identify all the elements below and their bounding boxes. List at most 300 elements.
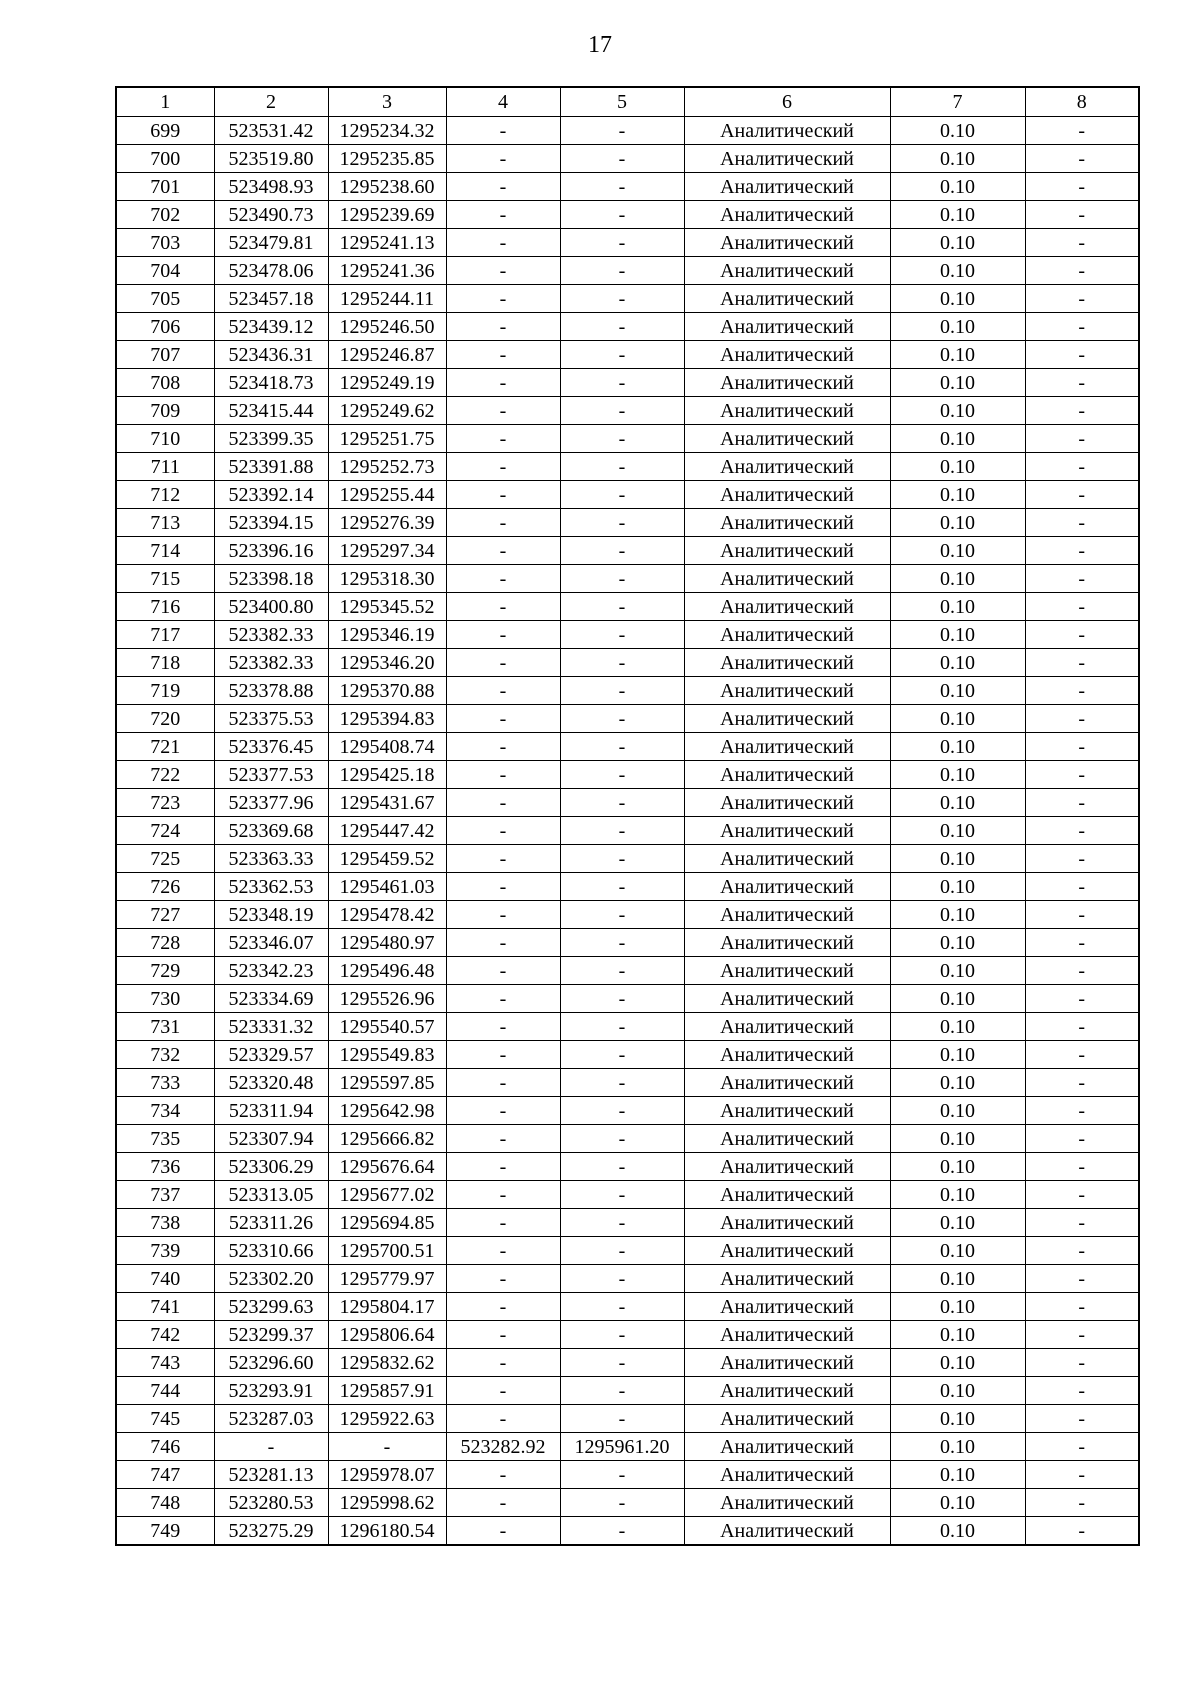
coord-y2-cell: - bbox=[560, 789, 684, 817]
coord-y-cell: 1295246.87 bbox=[328, 341, 446, 369]
point-number-cell: 714 bbox=[116, 537, 214, 565]
note-cell: - bbox=[1025, 929, 1139, 957]
coord-y-cell: 1295700.51 bbox=[328, 1237, 446, 1265]
method-cell: Аналитический bbox=[684, 1069, 890, 1097]
coord-x-cell: 523296.60 bbox=[214, 1349, 328, 1377]
coord-x2-cell: - bbox=[446, 1517, 560, 1546]
point-number-cell: 702 bbox=[116, 201, 214, 229]
coord-y-cell: 1295677.02 bbox=[328, 1181, 446, 1209]
coord-y-cell: 1295549.83 bbox=[328, 1041, 446, 1069]
coord-x-cell: 523394.15 bbox=[214, 509, 328, 537]
coord-y-cell: 1295447.42 bbox=[328, 817, 446, 845]
point-number-cell: 701 bbox=[116, 173, 214, 201]
coordinates-table bbox=[115, 86, 1140, 1546]
point-number-cell: 734 bbox=[116, 1097, 214, 1125]
coord-x-cell: 523348.19 bbox=[214, 901, 328, 929]
coord-y2-cell: - bbox=[560, 369, 684, 397]
table-row bbox=[116, 1181, 1139, 1209]
coord-x2-cell: - bbox=[446, 1069, 560, 1097]
method-cell: Аналитический bbox=[684, 705, 890, 733]
coord-x2-cell: - bbox=[446, 1405, 560, 1433]
accuracy-cell: 0.10 bbox=[890, 1237, 1025, 1265]
table-row bbox=[116, 1153, 1139, 1181]
coord-y2-cell: - bbox=[560, 1517, 684, 1546]
point-number-cell: 742 bbox=[116, 1321, 214, 1349]
coord-y2-cell: - bbox=[560, 1461, 684, 1489]
coord-x2-cell: - bbox=[446, 481, 560, 509]
note-cell: - bbox=[1025, 1489, 1139, 1517]
point-number-cell: 724 bbox=[116, 817, 214, 845]
table-row bbox=[116, 229, 1139, 257]
method-cell: Аналитический bbox=[684, 1041, 890, 1069]
accuracy-cell: 0.10 bbox=[890, 313, 1025, 341]
coord-y2-cell: - bbox=[560, 649, 684, 677]
note-cell: - bbox=[1025, 565, 1139, 593]
coord-x2-cell: - bbox=[446, 537, 560, 565]
point-number-cell: 728 bbox=[116, 929, 214, 957]
accuracy-cell: 0.10 bbox=[890, 117, 1025, 145]
point-number-cell: 748 bbox=[116, 1489, 214, 1517]
accuracy-cell: 0.10 bbox=[890, 509, 1025, 537]
table-row bbox=[116, 901, 1139, 929]
point-number-cell: 727 bbox=[116, 901, 214, 929]
coord-x-cell: 523302.20 bbox=[214, 1265, 328, 1293]
coord-y-cell: 1295241.13 bbox=[328, 229, 446, 257]
coord-x2-cell: - bbox=[446, 621, 560, 649]
point-number-cell: 725 bbox=[116, 845, 214, 873]
table-row bbox=[116, 1377, 1139, 1405]
note-cell: - bbox=[1025, 257, 1139, 285]
coord-x2-cell: - bbox=[446, 425, 560, 453]
method-cell: Аналитический bbox=[684, 397, 890, 425]
coord-y2-cell: - bbox=[560, 873, 684, 901]
coord-y-cell: 1295694.85 bbox=[328, 1209, 446, 1237]
coord-x2-cell: - bbox=[446, 677, 560, 705]
table-row bbox=[116, 285, 1139, 313]
coord-y-cell: 1295408.74 bbox=[328, 733, 446, 761]
coord-x-cell: 523320.48 bbox=[214, 1069, 328, 1097]
table-row bbox=[116, 1097, 1139, 1125]
point-number-cell: 712 bbox=[116, 481, 214, 509]
method-cell: Аналитический bbox=[684, 257, 890, 285]
coord-y-cell: 1295540.57 bbox=[328, 1013, 446, 1041]
accuracy-cell: 0.10 bbox=[890, 1069, 1025, 1097]
accuracy-cell: 0.10 bbox=[890, 705, 1025, 733]
point-number-cell: 713 bbox=[116, 509, 214, 537]
column-header: 2 bbox=[214, 87, 328, 117]
note-cell: - bbox=[1025, 733, 1139, 761]
coord-x-cell: 523311.94 bbox=[214, 1097, 328, 1125]
coord-x-cell: 523377.53 bbox=[214, 761, 328, 789]
coord-x2-cell: - bbox=[446, 1321, 560, 1349]
coord-y2-cell: - bbox=[560, 425, 684, 453]
coord-x-cell: 523307.94 bbox=[214, 1125, 328, 1153]
accuracy-cell: 0.10 bbox=[890, 481, 1025, 509]
note-cell: - bbox=[1025, 1405, 1139, 1433]
coord-y-cell: 1295246.50 bbox=[328, 313, 446, 341]
method-cell: Аналитический bbox=[684, 453, 890, 481]
method-cell: Аналитический bbox=[684, 1013, 890, 1041]
accuracy-cell: 0.10 bbox=[890, 593, 1025, 621]
table-row bbox=[116, 257, 1139, 285]
coord-x-cell: 523457.18 bbox=[214, 285, 328, 313]
point-number-cell: 706 bbox=[116, 313, 214, 341]
coord-x2-cell: - bbox=[446, 845, 560, 873]
point-number-cell: 743 bbox=[116, 1349, 214, 1377]
coord-x2-cell: - bbox=[446, 1041, 560, 1069]
accuracy-cell: 0.10 bbox=[890, 1433, 1025, 1461]
point-number-cell: 738 bbox=[116, 1209, 214, 1237]
column-header: 6 bbox=[684, 87, 890, 117]
coord-x2-cell: - bbox=[446, 201, 560, 229]
note-cell: - bbox=[1025, 1181, 1139, 1209]
table-row bbox=[116, 985, 1139, 1013]
coord-y2-cell: - bbox=[560, 481, 684, 509]
coord-x2-cell: - bbox=[446, 1377, 560, 1405]
note-cell: - bbox=[1025, 1153, 1139, 1181]
coord-y2-cell: - bbox=[560, 1489, 684, 1517]
accuracy-cell: 0.10 bbox=[890, 1125, 1025, 1153]
table-row bbox=[116, 621, 1139, 649]
coord-x2-cell: - bbox=[446, 817, 560, 845]
accuracy-cell: 0.10 bbox=[890, 1209, 1025, 1237]
coord-y2-cell: - bbox=[560, 257, 684, 285]
coord-y-cell: 1295461.03 bbox=[328, 873, 446, 901]
table-row bbox=[116, 789, 1139, 817]
coord-y-cell: 1295251.75 bbox=[328, 425, 446, 453]
accuracy-cell: 0.10 bbox=[890, 201, 1025, 229]
point-number-cell: 731 bbox=[116, 1013, 214, 1041]
coord-x-cell: 523400.80 bbox=[214, 593, 328, 621]
coord-y2-cell: - bbox=[560, 1405, 684, 1433]
table-row bbox=[116, 1321, 1139, 1349]
accuracy-cell: 0.10 bbox=[890, 341, 1025, 369]
table-row bbox=[116, 1293, 1139, 1321]
coord-y2-cell: - bbox=[560, 453, 684, 481]
coord-x-cell: 523313.05 bbox=[214, 1181, 328, 1209]
point-number-cell: 716 bbox=[116, 593, 214, 621]
coord-y-cell: 1295239.69 bbox=[328, 201, 446, 229]
coord-x-cell: 523275.29 bbox=[214, 1517, 328, 1546]
coord-y2-cell: - bbox=[560, 285, 684, 313]
coord-x2-cell: - bbox=[446, 873, 560, 901]
table-row bbox=[116, 397, 1139, 425]
table-row bbox=[116, 341, 1139, 369]
coord-y-cell: 1295998.62 bbox=[328, 1489, 446, 1517]
coord-y2-cell: - bbox=[560, 341, 684, 369]
coord-y-cell: 1295496.48 bbox=[328, 957, 446, 985]
point-number-cell: 703 bbox=[116, 229, 214, 257]
coord-y2-cell: - bbox=[560, 593, 684, 621]
coord-y-cell: 1295249.19 bbox=[328, 369, 446, 397]
method-cell: Аналитический bbox=[684, 845, 890, 873]
table-row bbox=[116, 1405, 1139, 1433]
coord-x-cell: 523375.53 bbox=[214, 705, 328, 733]
accuracy-cell: 0.10 bbox=[890, 1405, 1025, 1433]
accuracy-cell: 0.10 bbox=[890, 1377, 1025, 1405]
accuracy-cell: 0.10 bbox=[890, 425, 1025, 453]
coord-x-cell: 523306.29 bbox=[214, 1153, 328, 1181]
coord-x-cell: 523334.69 bbox=[214, 985, 328, 1013]
table-row bbox=[116, 201, 1139, 229]
point-number-cell: 699 bbox=[116, 117, 214, 145]
accuracy-cell: 0.10 bbox=[890, 1489, 1025, 1517]
point-number-cell: 710 bbox=[116, 425, 214, 453]
coord-x-cell: - bbox=[214, 1433, 328, 1461]
coord-x2-cell: - bbox=[446, 1209, 560, 1237]
method-cell: Аналитический bbox=[684, 509, 890, 537]
point-number-cell: 747 bbox=[116, 1461, 214, 1489]
coord-x2-cell: - bbox=[446, 901, 560, 929]
table-row bbox=[116, 369, 1139, 397]
note-cell: - bbox=[1025, 425, 1139, 453]
coord-y-cell: 1295526.96 bbox=[328, 985, 446, 1013]
method-cell: Аналитический bbox=[684, 1489, 890, 1517]
column-header: 4 bbox=[446, 87, 560, 117]
accuracy-cell: 0.10 bbox=[890, 817, 1025, 845]
method-cell: Аналитический bbox=[684, 1405, 890, 1433]
coord-y2-cell: - bbox=[560, 1237, 684, 1265]
coord-y2-cell: - bbox=[560, 1265, 684, 1293]
header-row bbox=[116, 87, 1139, 117]
table-row bbox=[116, 929, 1139, 957]
coord-y-cell: 1295425.18 bbox=[328, 761, 446, 789]
coord-x-cell: 523299.37 bbox=[214, 1321, 328, 1349]
coord-x2-cell: - bbox=[446, 1349, 560, 1377]
note-cell: - bbox=[1025, 173, 1139, 201]
method-cell: Аналитический bbox=[684, 901, 890, 929]
point-number-cell: 733 bbox=[116, 1069, 214, 1097]
note-cell: - bbox=[1025, 1433, 1139, 1461]
coord-x-cell: 523531.42 bbox=[214, 117, 328, 145]
note-cell: - bbox=[1025, 621, 1139, 649]
point-number-cell: 718 bbox=[116, 649, 214, 677]
point-number-cell: 705 bbox=[116, 285, 214, 313]
method-cell: Аналитический bbox=[684, 1321, 890, 1349]
coord-x-cell: 523293.91 bbox=[214, 1377, 328, 1405]
coord-y-cell: 1295394.83 bbox=[328, 705, 446, 733]
coord-y2-cell: - bbox=[560, 1377, 684, 1405]
page-number: 17 bbox=[588, 32, 612, 58]
method-cell: Аналитический bbox=[684, 1153, 890, 1181]
coord-y2-cell: - bbox=[560, 1097, 684, 1125]
coord-x2-cell: - bbox=[446, 985, 560, 1013]
coord-y-cell: 1295922.63 bbox=[328, 1405, 446, 1433]
coord-x-cell: 523382.33 bbox=[214, 621, 328, 649]
note-cell: - bbox=[1025, 761, 1139, 789]
point-number-cell: 749 bbox=[116, 1517, 214, 1546]
coord-y-cell: 1295978.07 bbox=[328, 1461, 446, 1489]
coord-y-cell: 1295249.62 bbox=[328, 397, 446, 425]
note-cell: - bbox=[1025, 453, 1139, 481]
point-number-cell: 719 bbox=[116, 677, 214, 705]
coord-y-cell: 1295318.30 bbox=[328, 565, 446, 593]
coord-y2-cell: - bbox=[560, 1125, 684, 1153]
point-number-cell: 729 bbox=[116, 957, 214, 985]
method-cell: Аналитический bbox=[684, 1349, 890, 1377]
method-cell: Аналитический bbox=[684, 117, 890, 145]
table-row bbox=[116, 313, 1139, 341]
coord-y2-cell: - bbox=[560, 817, 684, 845]
method-cell: Аналитический bbox=[684, 817, 890, 845]
point-number-cell: 744 bbox=[116, 1377, 214, 1405]
method-cell: Аналитический bbox=[684, 789, 890, 817]
coord-y-cell: 1295234.32 bbox=[328, 117, 446, 145]
coord-y-cell: - bbox=[328, 1433, 446, 1461]
note-cell: - bbox=[1025, 1517, 1139, 1546]
coord-x2-cell: - bbox=[446, 341, 560, 369]
coord-y2-cell: - bbox=[560, 957, 684, 985]
method-cell: Аналитический bbox=[684, 313, 890, 341]
coord-y2-cell: - bbox=[560, 621, 684, 649]
table-row bbox=[116, 1125, 1139, 1153]
coord-x2-cell: - bbox=[446, 565, 560, 593]
coord-x2-cell: - bbox=[446, 929, 560, 957]
coord-y2-cell: - bbox=[560, 1349, 684, 1377]
note-cell: - bbox=[1025, 957, 1139, 985]
coord-x2-cell: - bbox=[446, 649, 560, 677]
note-cell: - bbox=[1025, 313, 1139, 341]
method-cell: Аналитический bbox=[684, 229, 890, 257]
table-body bbox=[116, 117, 1139, 1546]
method-cell: Аналитический bbox=[684, 341, 890, 369]
coord-y-cell: 1295431.67 bbox=[328, 789, 446, 817]
accuracy-cell: 0.10 bbox=[890, 1097, 1025, 1125]
coord-y-cell: 1295676.64 bbox=[328, 1153, 446, 1181]
coord-x2-cell: - bbox=[446, 1097, 560, 1125]
point-number-cell: 711 bbox=[116, 453, 214, 481]
note-cell: - bbox=[1025, 817, 1139, 845]
coord-x2-cell: - bbox=[446, 1237, 560, 1265]
coord-x-cell: 523377.96 bbox=[214, 789, 328, 817]
coord-x-cell: 523479.81 bbox=[214, 229, 328, 257]
note-cell: - bbox=[1025, 537, 1139, 565]
coord-x-cell: 523299.63 bbox=[214, 1293, 328, 1321]
table-row bbox=[116, 1041, 1139, 1069]
accuracy-cell: 0.10 bbox=[890, 257, 1025, 285]
coord-y2-cell: - bbox=[560, 397, 684, 425]
coord-y2-cell: - bbox=[560, 509, 684, 537]
coord-y2-cell: - bbox=[560, 313, 684, 341]
coord-x2-cell: - bbox=[446, 705, 560, 733]
accuracy-cell: 0.10 bbox=[890, 1517, 1025, 1546]
accuracy-cell: 0.10 bbox=[890, 369, 1025, 397]
note-cell: - bbox=[1025, 1125, 1139, 1153]
table-row bbox=[116, 733, 1139, 761]
method-cell: Аналитический bbox=[684, 649, 890, 677]
coord-x2-cell: - bbox=[446, 1293, 560, 1321]
table-row bbox=[116, 1209, 1139, 1237]
point-number-cell: 745 bbox=[116, 1405, 214, 1433]
accuracy-cell: 0.10 bbox=[890, 649, 1025, 677]
point-number-cell: 726 bbox=[116, 873, 214, 901]
note-cell: - bbox=[1025, 1265, 1139, 1293]
accuracy-cell: 0.10 bbox=[890, 957, 1025, 985]
table-row bbox=[116, 173, 1139, 201]
method-cell: Аналитический bbox=[684, 201, 890, 229]
coord-x2-cell: - bbox=[446, 145, 560, 173]
coord-y2-cell: - bbox=[560, 229, 684, 257]
coord-x-cell: 523490.73 bbox=[214, 201, 328, 229]
note-cell: - bbox=[1025, 873, 1139, 901]
accuracy-cell: 0.10 bbox=[890, 1461, 1025, 1489]
method-cell: Аналитический bbox=[684, 1237, 890, 1265]
table-row bbox=[116, 509, 1139, 537]
note-cell: - bbox=[1025, 1209, 1139, 1237]
column-header: 1 bbox=[116, 87, 214, 117]
note-cell: - bbox=[1025, 677, 1139, 705]
point-number-cell: 717 bbox=[116, 621, 214, 649]
coord-x-cell: 523287.03 bbox=[214, 1405, 328, 1433]
coord-y2-cell: - bbox=[560, 1321, 684, 1349]
coord-y-cell: 1295238.60 bbox=[328, 173, 446, 201]
coord-x-cell: 523436.31 bbox=[214, 341, 328, 369]
coord-x2-cell: - bbox=[446, 509, 560, 537]
coord-y-cell: 1295235.85 bbox=[328, 145, 446, 173]
note-cell: - bbox=[1025, 481, 1139, 509]
method-cell: Аналитический bbox=[684, 565, 890, 593]
point-number-cell: 704 bbox=[116, 257, 214, 285]
note-cell: - bbox=[1025, 1237, 1139, 1265]
method-cell: Аналитический bbox=[684, 369, 890, 397]
coord-x-cell: 523519.80 bbox=[214, 145, 328, 173]
accuracy-cell: 0.10 bbox=[890, 677, 1025, 705]
coord-y-cell: 1295597.85 bbox=[328, 1069, 446, 1097]
coord-x-cell: 523369.68 bbox=[214, 817, 328, 845]
point-number-cell: 707 bbox=[116, 341, 214, 369]
coord-y2-cell: - bbox=[560, 173, 684, 201]
method-cell: Аналитический bbox=[684, 1293, 890, 1321]
coord-x2-cell: - bbox=[446, 369, 560, 397]
method-cell: Аналитический bbox=[684, 677, 890, 705]
column-header: 5 bbox=[560, 87, 684, 117]
coord-y-cell: 1295857.91 bbox=[328, 1377, 446, 1405]
coord-x2-cell: - bbox=[446, 285, 560, 313]
accuracy-cell: 0.10 bbox=[890, 145, 1025, 173]
point-number-cell: 722 bbox=[116, 761, 214, 789]
coord-y2-cell: - bbox=[560, 1181, 684, 1209]
point-number-cell: 721 bbox=[116, 733, 214, 761]
coord-x-cell: 523363.33 bbox=[214, 845, 328, 873]
coord-x2-cell: - bbox=[446, 789, 560, 817]
coord-y2-cell: - bbox=[560, 201, 684, 229]
table-row bbox=[116, 453, 1139, 481]
method-cell: Аналитический bbox=[684, 761, 890, 789]
accuracy-cell: 0.10 bbox=[890, 537, 1025, 565]
accuracy-cell: 0.10 bbox=[890, 565, 1025, 593]
accuracy-cell: 0.10 bbox=[890, 789, 1025, 817]
point-number-cell: 739 bbox=[116, 1237, 214, 1265]
coord-y2-cell: - bbox=[560, 1209, 684, 1237]
note-cell: - bbox=[1025, 341, 1139, 369]
coord-x-cell: 523329.57 bbox=[214, 1041, 328, 1069]
table-row bbox=[116, 677, 1139, 705]
coord-x2-cell: - bbox=[446, 1125, 560, 1153]
coord-x-cell: 523280.53 bbox=[214, 1489, 328, 1517]
coord-y2-cell: - bbox=[560, 1041, 684, 1069]
note-cell: - bbox=[1025, 705, 1139, 733]
table-row bbox=[116, 1517, 1139, 1546]
note-cell: - bbox=[1025, 117, 1139, 145]
table-row bbox=[116, 1013, 1139, 1041]
coord-x2-cell: 523282.92 bbox=[446, 1433, 560, 1461]
table-row bbox=[116, 145, 1139, 173]
coord-x-cell: 523311.26 bbox=[214, 1209, 328, 1237]
coord-x2-cell: - bbox=[446, 313, 560, 341]
coord-x-cell: 523498.93 bbox=[214, 173, 328, 201]
method-cell: Аналитический bbox=[684, 1097, 890, 1125]
accuracy-cell: 0.10 bbox=[890, 285, 1025, 313]
